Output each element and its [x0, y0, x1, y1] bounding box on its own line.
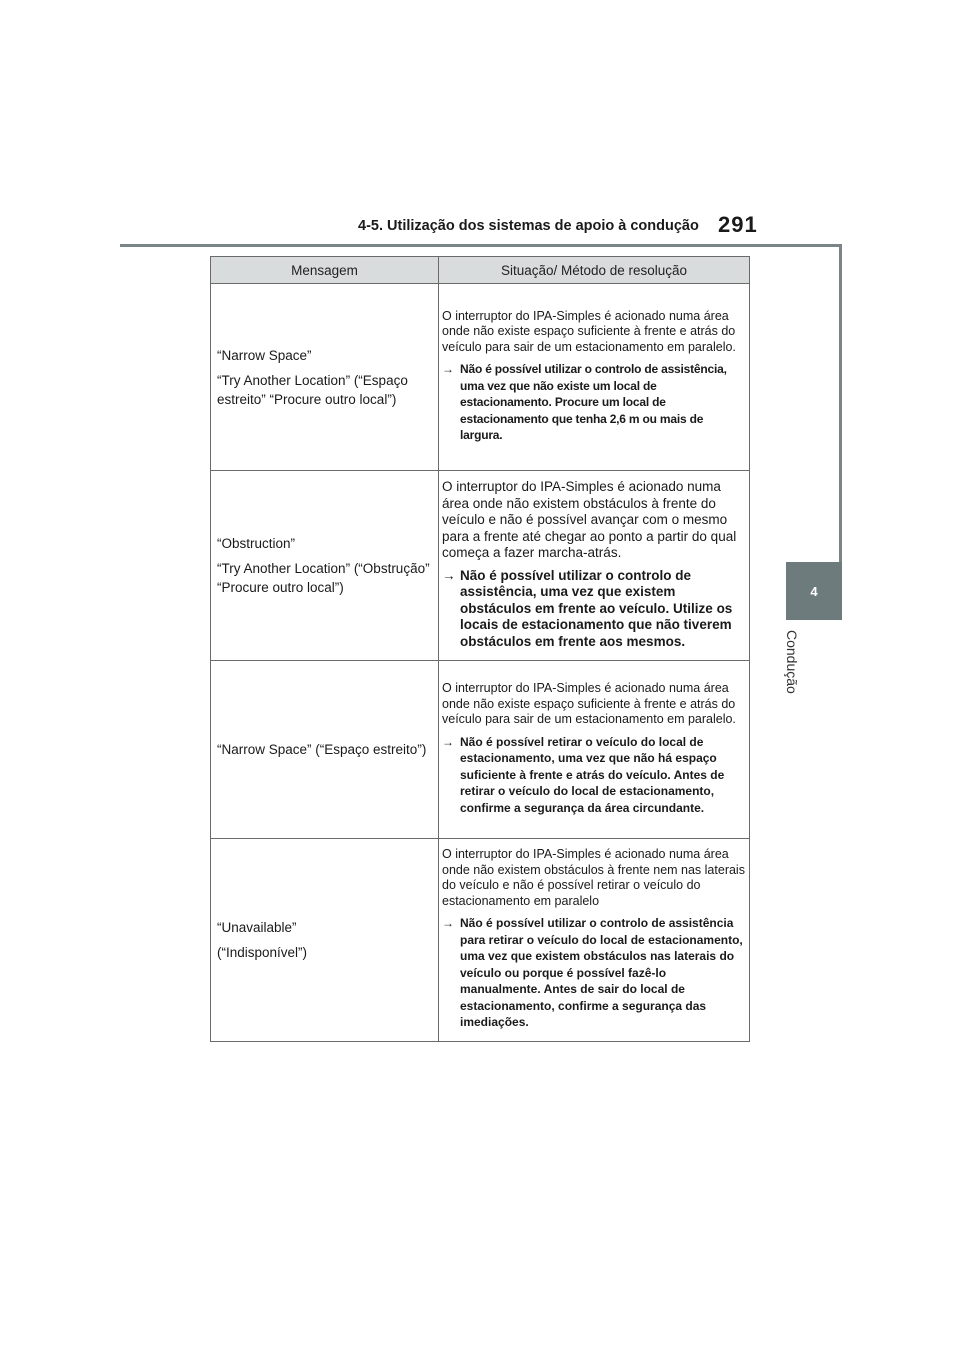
arrow-icon: → — [442, 567, 456, 583]
header-divider — [120, 244, 842, 247]
situation-text: O interruptor do IPA-Simples é acionado numa área onde não existe espaço suficiente à frente e atrás do veículo para sair de um estacionamento em paralelo. — [442, 681, 736, 726]
message-cell — [211, 839, 439, 1042]
situation-cell — [439, 471, 750, 661]
message-line: “Try Another Location” (“Espaço estreito” “Procure outro local”) — [217, 372, 408, 407]
situation-text: O interruptor do IPA-Simples é acionado numa área onde não existe espaço suficiente à frente e atrás do veículo para sair de um estacionamento em paralelo. — [442, 308, 736, 354]
chapter-label: Condução — [784, 630, 800, 694]
resolution-text: Não é possível utilizar o controlo de assistência, uma vez que não existe um local de estacionamento. Procure um local de estacionamento que tenha 2,6 m ou mais de largura. — [460, 362, 727, 442]
table-row — [211, 661, 750, 839]
message-table — [210, 256, 750, 1042]
header-mensagem: Mensagem — [211, 257, 439, 284]
resolution — [442, 568, 746, 651]
resolution-text: Não é possível utilizar o controlo de assistência, uma vez que existem obstáculos em frente ao veículo. Utilize os locais de estacionamento que não tiverem obstáculos em frente aos mesmos. — [460, 567, 733, 649]
message-cell — [211, 471, 439, 661]
situation-text: O interruptor do IPA-Simples é acionado numa área onde não existem obstáculos à frente nem nas laterais do veículo e não é possível retirar o veículo do estacionamento em paralelo — [442, 847, 745, 908]
section-title: 4-5. Utilização dos sistemas de apoio à condução — [358, 218, 699, 234]
resolution — [442, 915, 746, 1031]
table-header-row — [211, 257, 750, 284]
arrow-icon: → — [442, 362, 454, 376]
message-line: “Try Another Location” (“Obstrução” “Procure outro local”) — [217, 561, 430, 595]
page-number: 291 — [718, 212, 758, 237]
table-row — [211, 839, 750, 1042]
message-line: “Unavailable” — [217, 919, 297, 935]
message-line: “Narrow Space” — [217, 347, 312, 363]
table-row — [211, 471, 750, 661]
message-line: (“Indisponível”) — [217, 944, 308, 960]
resolution — [442, 361, 746, 444]
arrow-icon: → — [442, 916, 454, 930]
header-situacao: Situação/ Método de resolução — [439, 257, 750, 284]
chapter-tab — [786, 562, 842, 620]
resolution-text: Não é possível utilizar o controlo de assistência para retirar o veículo do local de estacionamento, uma vez que existem obstáculos nas laterais do veículo ou porque é possível fazê-lo manualmente. Antes de sair do local de estacionamento, confirme a segurança das imediações. — [460, 916, 743, 1029]
resolution — [442, 734, 746, 817]
situation-cell — [439, 839, 750, 1042]
message-line: “Narrow Space” (“Espaço estreito”) — [217, 742, 427, 757]
situation-cell — [439, 661, 750, 839]
arrow-icon: → — [442, 734, 454, 749]
message-cell — [211, 284, 439, 471]
table-row — [211, 284, 750, 471]
side-divider — [839, 246, 842, 562]
resolution-text: Não é possível retirar o veículo do local de estacionamento, uma vez que não há espaço suficiente à frente e atrás do veículo. Antes de retirar o veículo do local de estacionamento, confirme a segurança da área circundante. — [460, 734, 725, 815]
chapter-number: 4 — [810, 583, 818, 599]
situation-text: O interruptor do IPA-Simples é acionado numa área onde não existem obstáculos à frente do veículo e não é possível avançar com o mesmo para a frente até chegar ao ponto a partir do qual começa a fazer marcha-atrás. — [442, 479, 737, 560]
message-cell — [211, 661, 439, 839]
situation-cell — [439, 284, 750, 471]
message-line: “Obstruction” — [217, 536, 296, 551]
